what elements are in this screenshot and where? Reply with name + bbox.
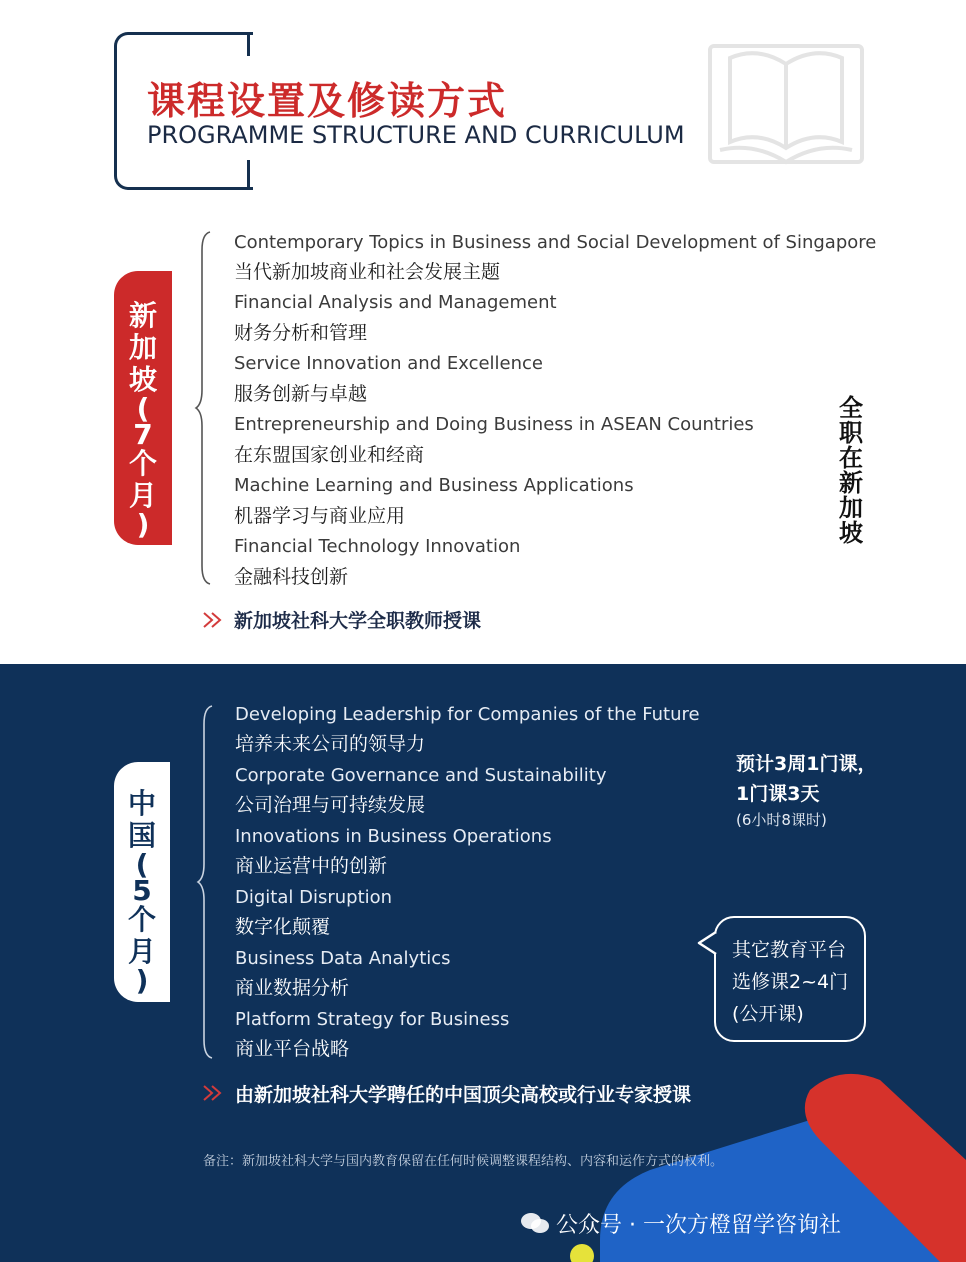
bubble-line-2: 选修课2~4门 <box>732 971 849 993</box>
watermark-text: 公众号 · 一次方橙留学咨询社 <box>556 1213 841 1238</box>
china-footnote: 由新加坡社科大学聘任的中国顶尖高校或行业专家授课 <box>235 1084 692 1106</box>
course-cn: 培养未来公司的领导力 <box>235 733 426 755</box>
course-cn: 商业数据分析 <box>235 977 350 999</box>
course-en: Financial Analysis and Management <box>234 292 557 313</box>
course-cn: 商业运营中的创新 <box>235 855 388 877</box>
course-en: Entrepreneurship and Doing Business in ASEAN Countries <box>234 414 754 435</box>
course-cn: 数字化颠覆 <box>235 916 331 938</box>
course-cn: 公司治理与可持续发展 <box>235 794 426 816</box>
course-en: Corporate Governance and Sustainability <box>235 765 607 786</box>
schedule-line-2: 1门课3天 <box>736 783 820 805</box>
wechat-icon <box>520 1210 550 1236</box>
speech-bubble-tail <box>696 930 718 956</box>
course-cn: 金融科技创新 <box>234 566 349 588</box>
page-subtitle: PROGRAMME STRUCTURE AND CURRICULUM <box>147 121 685 149</box>
course-en: Innovations in Business Operations <box>235 826 552 847</box>
course-cn: 机器学习与商业应用 <box>234 505 406 527</box>
course-cn: 服务创新与卓越 <box>234 383 368 405</box>
course-en: Machine Learning and Business Applications <box>234 475 634 496</box>
course-cn: 当代新加坡商业和社会发展主题 <box>234 261 501 283</box>
course-cn: 在东盟国家创业和经商 <box>234 444 425 466</box>
course-en: Business Data Analytics <box>235 948 451 969</box>
course-en: Service Innovation and Excellence <box>234 353 543 374</box>
course-cn: 商业平台战略 <box>235 1038 350 1060</box>
schedule-line-3: (6小时8课时) <box>736 811 827 829</box>
china-brace <box>196 704 216 1060</box>
course-en: Financial Technology Innovation <box>234 536 521 557</box>
singapore-footnote: 新加坡社科大学全职教师授课 <box>234 610 482 632</box>
chevron-right-icon <box>202 1083 226 1103</box>
remark-note: 备注：新加坡社科大学与国内教育保留在任何时候调整课程结构、内容和运作方式的权利。 <box>203 1154 724 1169</box>
book-icon <box>706 38 866 174</box>
course-en: Contemporary Topics in Business and Social Development of Singapore <box>234 232 877 253</box>
bubble-line-3: (公开课) <box>732 1003 804 1025</box>
course-en: Platform Strategy for Business <box>235 1009 510 1030</box>
page-title: 课程设置及修读方式 <box>147 79 508 123</box>
singapore-tab-label: 新 加 坡 ( 7 个 月 ) <box>128 299 157 541</box>
fulltime-singapore-label: 全 职 在 新 加 坡 <box>839 394 863 547</box>
bubble-line-1: 其它教育平台 <box>732 939 847 961</box>
course-cn: 财务分析和管理 <box>234 322 368 344</box>
china-tab-label: 中 国 ( 5 个 月 ) <box>127 787 156 997</box>
singapore-brace <box>194 230 214 586</box>
chevron-right-icon <box>202 610 226 630</box>
header-frame-corner-top <box>247 32 250 56</box>
header-frame-corner-bottom <box>247 160 250 187</box>
schedule-line-1: 预计3周1门课， <box>736 753 877 775</box>
course-en: Digital Disruption <box>235 887 393 908</box>
course-en: Developing Leadership for Companies of the Future <box>235 704 700 725</box>
